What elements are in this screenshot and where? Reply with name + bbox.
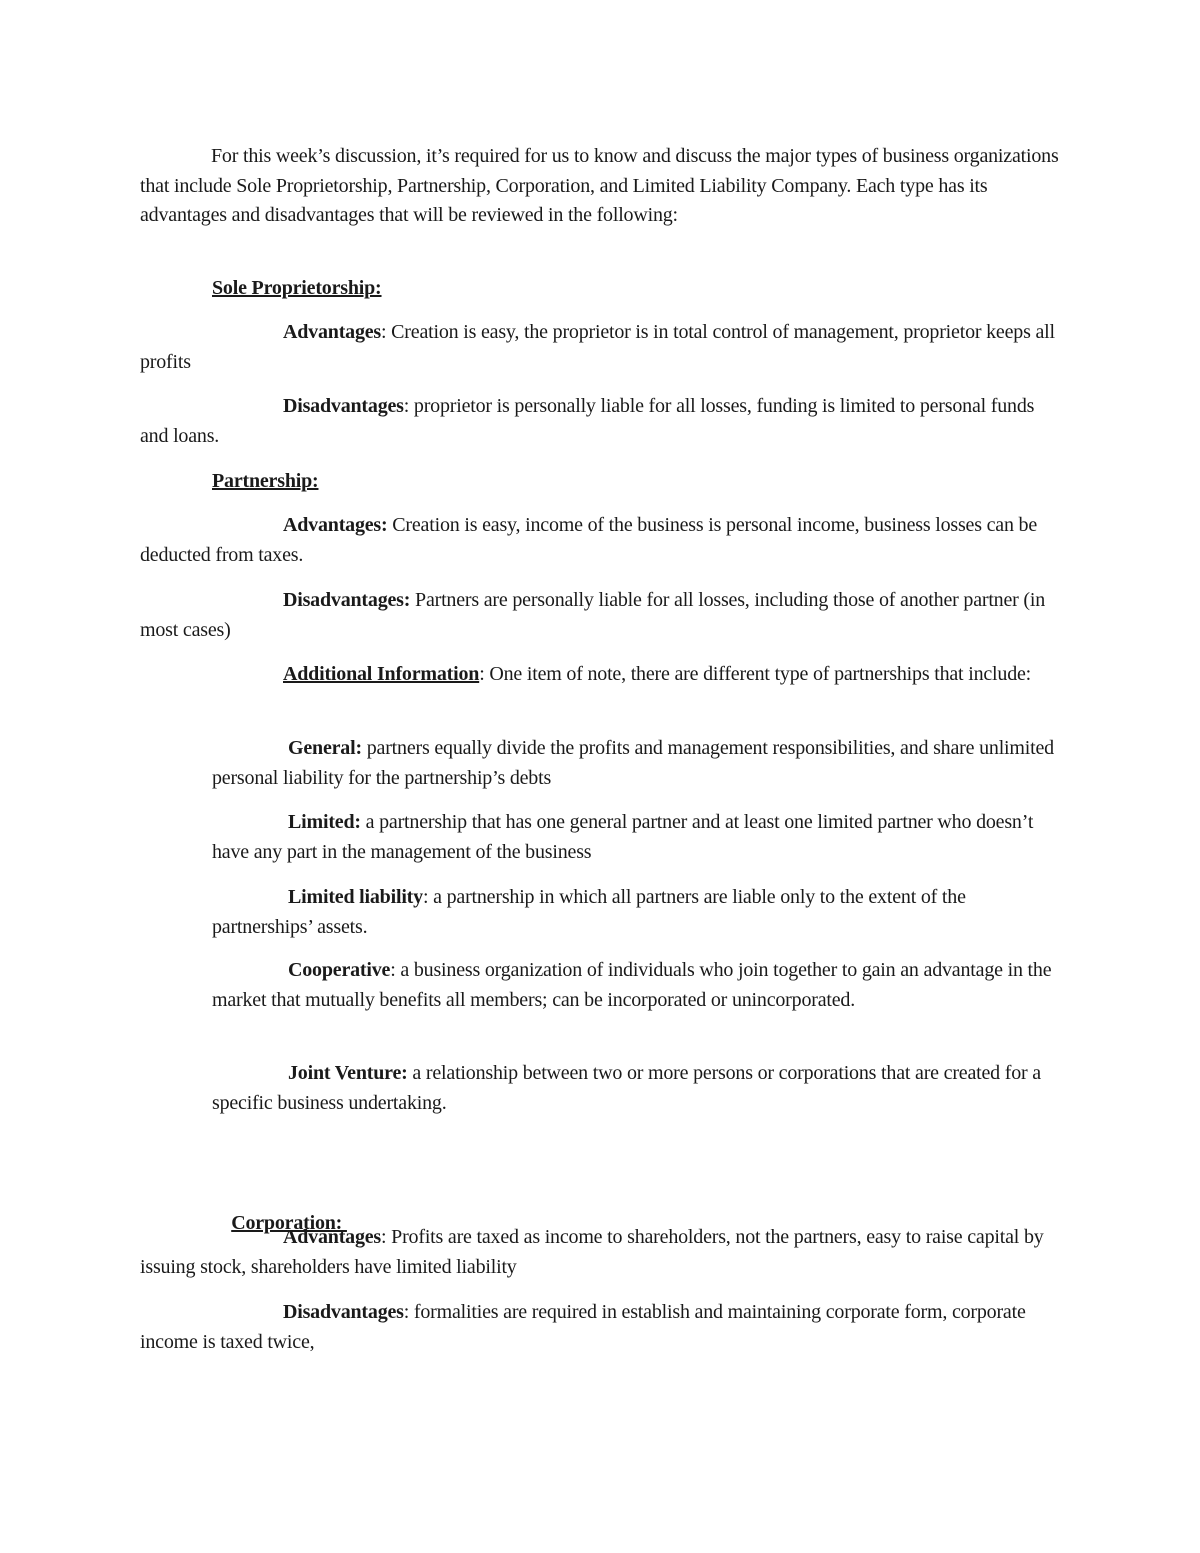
additional-info-label: Additional Information — [283, 663, 480, 685]
partnership-disadvantages-label: Disadvantages: — [283, 589, 411, 611]
type-joint-venture-label: Joint Venture: — [288, 1062, 408, 1084]
sole-advantages-text: : Creation is easy, the proprietor is in total control of management, proprietor keeps all profits — [140, 321, 1055, 373]
type-limited-label: Limited: — [288, 811, 361, 833]
partnership-type-general — [212, 734, 1062, 793]
type-limited-text: a partnership that has one general partner and at least one limited partner who doesn’t have any part in the management of the business — [212, 811, 1034, 863]
intro-paragraph — [140, 142, 1060, 231]
sole-disadvantages-text: : proprietor is personally liable for all losses, funding is limited to personal funds and loans. — [140, 395, 1035, 447]
partnership-additional-info — [140, 660, 1060, 690]
partnership-heading — [212, 467, 812, 497]
partnership-type-joint-venture — [212, 1059, 1062, 1118]
type-general-text: partners equally divide the profits and management responsibilities, and share unlimited personal liability for the partnership’s debts — [212, 737, 1054, 789]
sole-disadvantages — [140, 392, 1060, 451]
sole-disadvantages-label: Disadvantages — [283, 395, 404, 417]
partnership-heading-text: Partnership: — [212, 470, 319, 492]
partnership-type-limited — [212, 808, 1062, 867]
partnership-advantages-label: Advantages: — [283, 514, 388, 536]
type-general-label: General: — [288, 737, 362, 759]
partnership-type-cooperative — [212, 956, 1062, 1015]
corporation-advantages-text: : Profits are taxed as income to shareholders, not the partners, easy to raise capital by issuing stock, shareholders have limited liability — [140, 1226, 1044, 1278]
additional-info-text: : One item of note, there are different type of partnerships that include: — [479, 663, 1032, 685]
sole-advantages-label: Advantages — [283, 321, 382, 343]
corporation-disadvantages-label: Disadvantages — [283, 1301, 404, 1323]
type-limited-liability-text: : a partnership in which all partners are liable only to the extent of the partnerships’ assets. — [212, 886, 966, 938]
corporation-disadvantages — [140, 1298, 1060, 1357]
type-cooperative-text: : a business organization of individuals who join together to gain an advantage in the market that mutually benefits all members; can be incorporated or unincorporated. — [212, 959, 1052, 1011]
partnership-disadvantages — [140, 586, 1060, 645]
sole-heading — [212, 274, 812, 304]
type-joint-venture-text: a relationship between two or more persons or corporations that are created for a specific business undertaking. — [212, 1062, 1041, 1114]
intro-text: For this week’s discussion, it’s required for us to know and discuss the major types of business organizations that include Sole Proprietorship, Partnership, Corporation, and Limited Liability Company. Each type has its advantages and disadvantages that will be reviewed in the following: — [140, 145, 1059, 226]
sole-advantages — [140, 318, 1060, 377]
partnership-disadvantages-text: Partners are personally liable for all losses, including those of another partner (in most cases) — [140, 589, 1046, 641]
corporation-advantages — [140, 1223, 1060, 1282]
corporation-disadvantages-text: : formalities are required in establish and maintaining corporate form, corporate income is taxed twice, — [140, 1301, 1026, 1353]
corporation-advantages-label: Advantages — [283, 1226, 382, 1248]
sole-heading-text: Sole Proprietorship: — [212, 277, 382, 299]
corporation-heading-text: Corporation: — [231, 1211, 347, 1234]
type-cooperative-label: Cooperative — [288, 959, 391, 981]
partnership-advantages-text: Creation is easy, income of the business is personal income, business losses can be deducted from taxes. — [140, 514, 1038, 566]
partnership-type-limited-liability — [212, 883, 1062, 942]
partnership-advantages — [140, 511, 1060, 570]
type-limited-liability-label: Limited liability — [288, 886, 423, 908]
